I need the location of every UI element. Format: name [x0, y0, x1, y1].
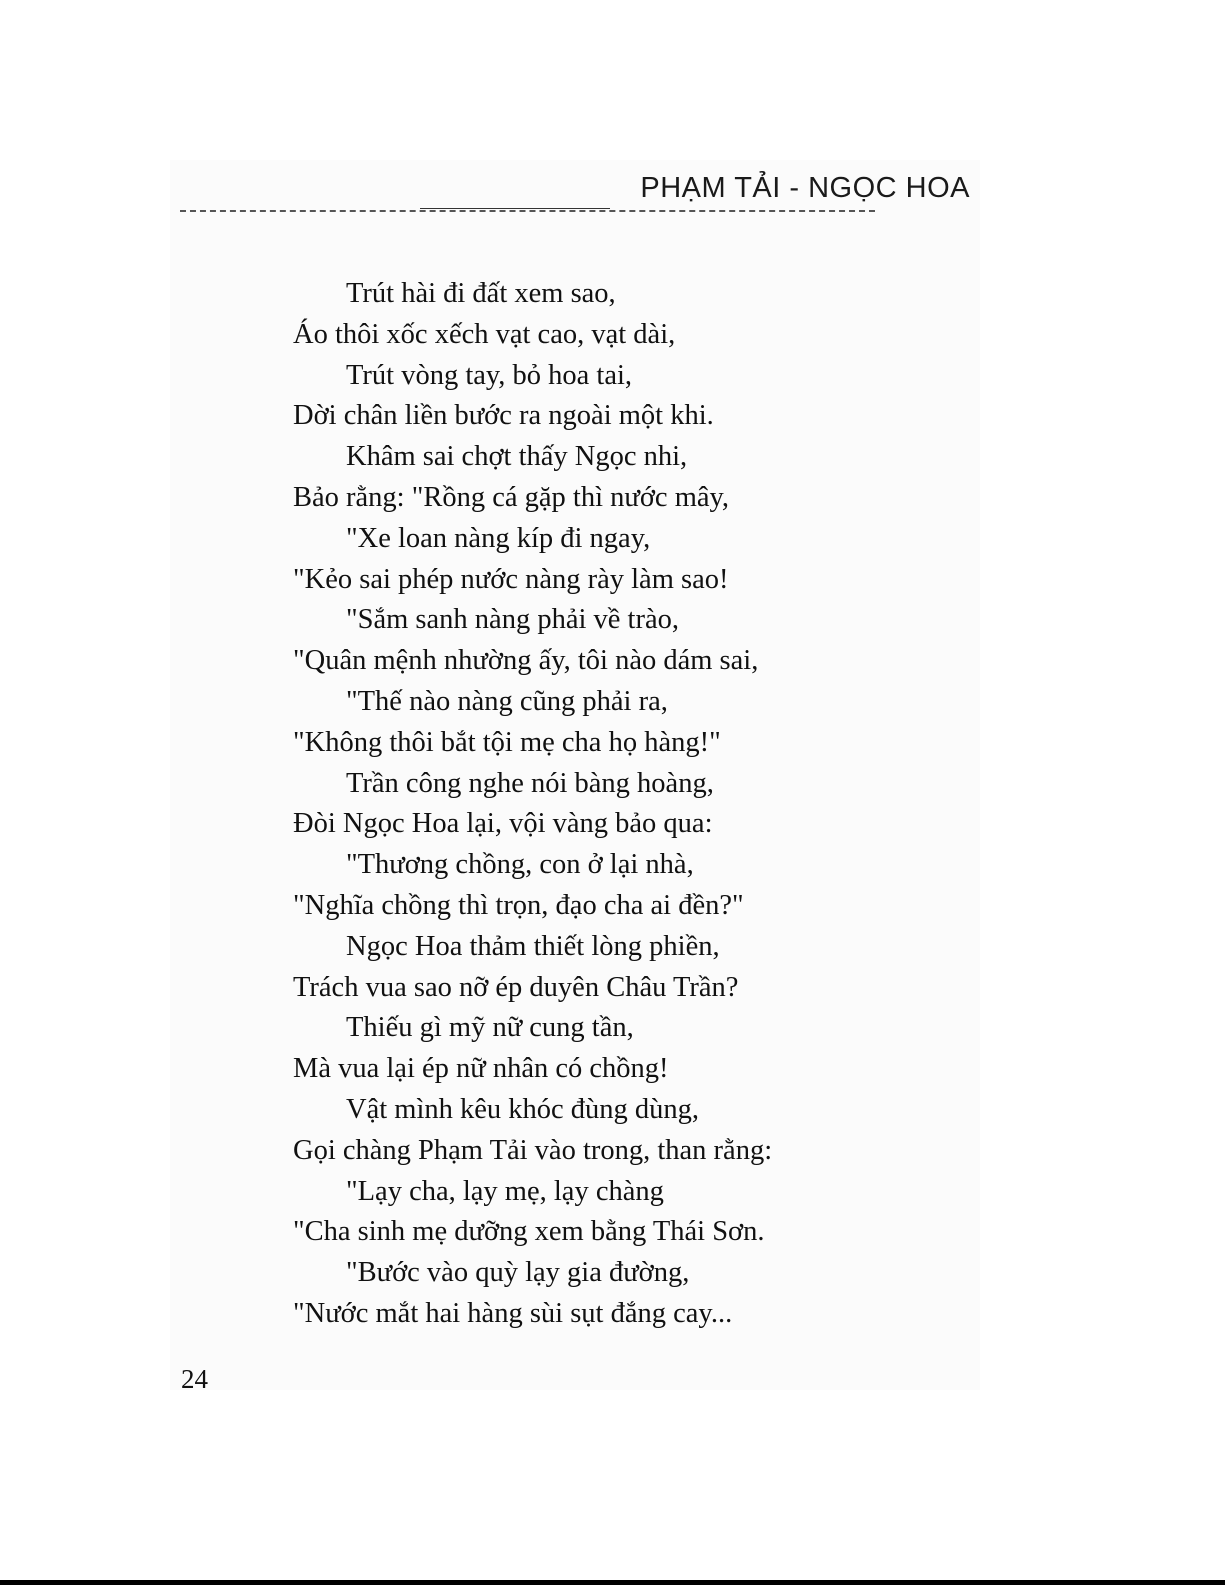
- poem-line: "Không thôi bắt tội mẹ cha họ hàng!": [293, 726, 721, 758]
- header-rule: [180, 210, 875, 212]
- poem-line: "Thương chồng, con ở lại nhà,: [346, 849, 694, 881]
- poem-line: Trút vòng tay, bỏ hoa tai,: [346, 359, 633, 391]
- poem-line: Gọi chàng Phạm Tải vào trong, than rằng:: [293, 1134, 773, 1166]
- poem-line: "Xe loan nàng kíp đi ngay,: [346, 522, 651, 554]
- poem-line: Vật mình kêu khóc đùng dùng,: [346, 1093, 700, 1125]
- poem-line: Dời chân liền bước ra ngoài một khi.: [293, 400, 714, 432]
- poem-line: Trần công nghe nói bàng hoàng,: [346, 767, 714, 799]
- poem-line: "Nước mắt hai hàng sùi sụt đắng cay...: [293, 1297, 733, 1329]
- poem-line: Thiếu gì mỹ nữ cung tần,: [346, 1012, 634, 1044]
- poem-line: "Quân mệnh nhường ấy, tôi nào dám sai,: [293, 645, 759, 677]
- poem-line: Trách vua sao nỡ ép duyên Châu Trần?: [293, 971, 739, 1003]
- poem-line: "Lạy cha, lạy mẹ, lạy chàng: [346, 1175, 664, 1207]
- running-title: PHẠM TẢI - NGỌC HOA: [640, 172, 970, 204]
- poem-line: Trút hài đi đất xem sao,: [346, 278, 616, 309]
- page-number: 24: [181, 1364, 208, 1394]
- poem-line: Ngọc Hoa thảm thiết lòng phiền,: [346, 930, 720, 962]
- poem-line: "Cha sinh mẹ dưỡng xem bằng Thái Sơn.: [293, 1216, 765, 1248]
- header-rule-accent: [420, 208, 610, 209]
- poem-line: "Thế nào nàng cũng phải ra,: [346, 685, 668, 717]
- poem-line: "Nghĩa chồng thì trọn, đạo cha ai đền?": [293, 889, 744, 921]
- poem-line: "Sắm sanh nàng phải về trào,: [346, 604, 679, 636]
- poem-line: Bảo rằng: "Rồng cá gặp thì nước mây,: [293, 481, 730, 513]
- poem-line: Áo thôi xốc xếch vạt cao, vạt dài,: [293, 318, 676, 350]
- poem-line: Đòi Ngọc Hoa lại, vội vàng bảo qua:: [293, 808, 713, 840]
- running-header: [180, 172, 970, 222]
- poem-line: "Bước vào quỳ lạy gia đường,: [346, 1257, 690, 1289]
- poem-line: Mà vua lại ép nữ nhân có chồng!: [293, 1053, 669, 1085]
- poem-line: Khâm sai chợt thấy Ngọc nhi,: [346, 441, 688, 473]
- scan-bottom-edge: [0, 1580, 1225, 1585]
- poem-line: "Kẻo sai phép nước nàng rày làm sao!: [293, 563, 729, 595]
- poem: [293, 274, 772, 1335]
